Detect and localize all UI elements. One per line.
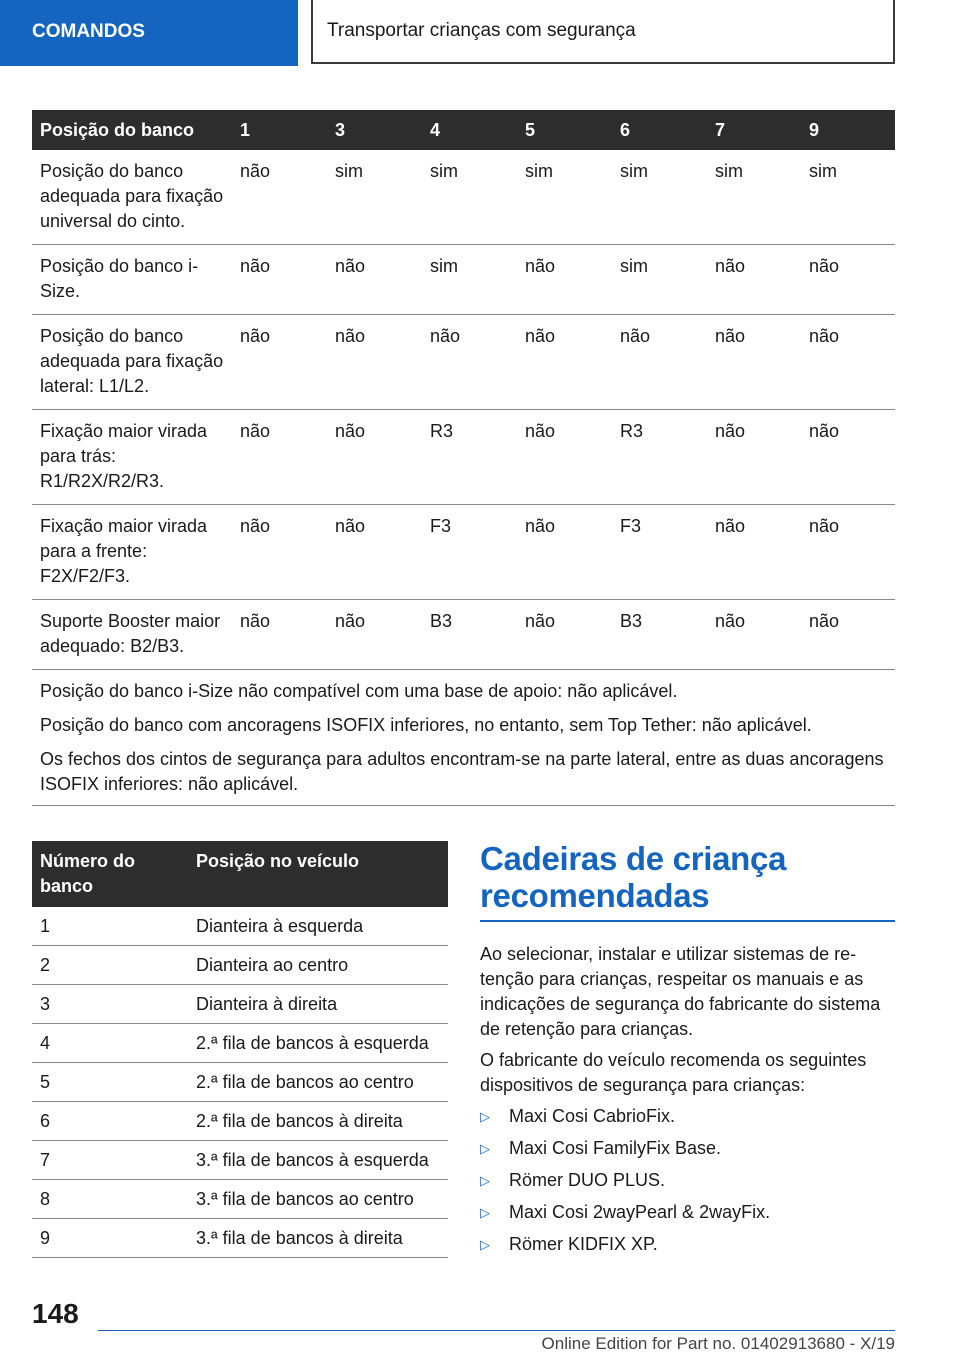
table-cell: não: [327, 505, 422, 600]
table-row: [32, 245, 895, 315]
table-cell: não: [232, 505, 327, 600]
triangle-right-icon: ▷: [480, 1173, 490, 1188]
table-cell: não: [801, 505, 895, 600]
table-cell: não: [232, 150, 327, 245]
table-cell: B3: [422, 600, 517, 670]
table-cell: não: [327, 245, 422, 315]
list-item: [480, 1136, 895, 1161]
table-cell: F3: [612, 505, 707, 600]
triangle-right-icon: ▷: [480, 1205, 490, 1220]
table-cell: não: [517, 410, 612, 505]
table-cell: não: [232, 410, 327, 505]
table-cell: sim: [801, 150, 895, 245]
table-cell: sim: [422, 245, 517, 315]
seat-number: 3: [32, 985, 188, 1024]
seat-number: 4: [32, 1024, 188, 1063]
table-cell: Posição do banco adequada para fixação lateral: L1/L2.: [32, 315, 232, 410]
table-row: [32, 150, 895, 245]
column-header: Posição no veículo: [188, 841, 448, 907]
section-tab: [0, 0, 298, 64]
triangle-right-icon: ▷: [480, 1141, 490, 1156]
table-row: [32, 985, 448, 1024]
seat-number: 5: [32, 1063, 188, 1102]
seat-number: 1: [32, 907, 188, 946]
list-item-label: Römer DUO PLUS.: [509, 1170, 666, 1190]
list-item-label: Römer KIDFIX XP.: [509, 1234, 658, 1254]
list-item-label: Maxi Cosi FamilyFix Base.: [509, 1138, 722, 1158]
list-item: [480, 1232, 895, 1257]
table-cell: Fixação maior virada para a frente: F2X/F2/F3.: [32, 505, 232, 600]
table-row: [32, 1024, 448, 1063]
table-note-row: [32, 670, 895, 705]
seat-position: Dianteira à direita: [188, 985, 448, 1024]
list-item: [480, 1200, 895, 1225]
table-cell: não: [232, 315, 327, 410]
seat-number: 9: [32, 1219, 188, 1258]
table-note-row: [32, 704, 895, 738]
triangle-right-icon: ▷: [480, 1109, 490, 1124]
table-cell: sim: [612, 245, 707, 315]
table-note: Os fechos dos cintos de segurança para adultos encontram-se na parte lateral, entre as duas ancoragens ISOFIX inferiores: não aplicável.: [32, 738, 895, 806]
table-row: [32, 1219, 448, 1258]
column-header: Número do banco: [32, 841, 188, 907]
seat-position-table: [32, 841, 448, 1258]
seat-position: 2.ª fila de bancos à esquerda: [188, 1024, 448, 1063]
table-header-row: [32, 110, 895, 150]
table-row: [32, 1063, 448, 1102]
list-item-label: Maxi Cosi CabrioFix.: [509, 1106, 676, 1126]
table-cell: sim: [707, 150, 801, 245]
table-cell: não: [327, 410, 422, 505]
table-row: [32, 907, 448, 946]
seat-position: 3.ª fila de bancos ao centro: [188, 1180, 448, 1219]
table-header-row: [32, 841, 448, 907]
table-row: [32, 1102, 448, 1141]
table-cell: sim: [422, 150, 517, 245]
table-cell: não: [517, 600, 612, 670]
column-header: 1: [232, 110, 327, 150]
page-title: Transportar crianças com segurança: [327, 20, 636, 41]
table-row: [32, 315, 895, 410]
seat-compatibility-table: [32, 110, 895, 806]
column-header: 9: [801, 110, 895, 150]
table-cell: não: [517, 315, 612, 410]
table-cell: Fixação maior virada para trás: R1/R2X/R2/R3.: [32, 410, 232, 505]
table-cell: não: [612, 315, 707, 410]
column-header: 6: [612, 110, 707, 150]
table-cell: não: [232, 245, 327, 315]
column-header: Posição do banco: [32, 110, 232, 150]
table-cell: não: [801, 315, 895, 410]
table-cell: sim: [612, 150, 707, 245]
table-cell: Posição do banco i-Size.: [32, 245, 232, 315]
column-header: 5: [517, 110, 612, 150]
table-cell: não: [232, 600, 327, 670]
column-header: 4: [422, 110, 517, 150]
table-cell: Posição do banco adequada para fixação universal do cinto.: [32, 150, 232, 245]
table-cell: F3: [422, 505, 517, 600]
table-cell: não: [707, 505, 801, 600]
table-note: Posição do banco i-Size não compatível com uma base de apoio: não aplicável.: [40, 681, 678, 701]
seat-position: Dianteira ao centro: [188, 946, 448, 985]
table-cell: não: [707, 245, 801, 315]
table-cell: não: [707, 600, 801, 670]
table-cell: R3: [422, 410, 517, 505]
seat-position: 2.ª fila de bancos à direita: [188, 1102, 448, 1141]
page-header: [311, 0, 895, 64]
table-cell: Suporte Booster maior adequado: B2/B3.: [32, 600, 232, 670]
table-row: [32, 1141, 448, 1180]
recommended-seat-list: [480, 1104, 895, 1257]
section-heading: Cadeiras de criança recomendadas: [480, 840, 895, 922]
triangle-right-icon: ▷: [480, 1237, 490, 1252]
table-cell: não: [707, 410, 801, 505]
column-header: 7: [707, 110, 801, 150]
edition-text: Online Edition for Part no. 01402913680 - X/19: [541, 1334, 895, 1353]
table-cell: não: [517, 245, 612, 315]
footer-divider: [98, 1330, 895, 1331]
table-cell: B3: [612, 600, 707, 670]
recommended-seats-section: [480, 840, 895, 1264]
seat-position: Dianteira à esquerda: [188, 907, 448, 946]
table-cell: não: [517, 505, 612, 600]
seat-number: 7: [32, 1141, 188, 1180]
section-label: COMANDOS: [32, 21, 145, 42]
table-cell: não: [801, 410, 895, 505]
table-row: [32, 946, 448, 985]
seat-position: 3.ª fila de bancos à direita: [188, 1219, 448, 1258]
table-row: [32, 1180, 448, 1219]
recommendation-paragraph: O fabricante do veículo recomenda os seguintes dispositivos de segurança para crianças:: [480, 1050, 867, 1095]
table-cell: R3: [612, 410, 707, 505]
column-header: 3: [327, 110, 422, 150]
table-note-row: [32, 738, 895, 806]
seat-number: 8: [32, 1180, 188, 1219]
table-cell: não: [801, 245, 895, 315]
table-cell: não: [422, 315, 517, 410]
list-item-label: Maxi Cosi 2wayPearl & 2wayFix.: [509, 1202, 771, 1222]
seat-number: 6: [32, 1102, 188, 1141]
table-row: [32, 505, 895, 600]
seat-position: 2.ª fila de bancos ao centro: [188, 1063, 448, 1102]
intro-paragraph: Ao selecionar, instalar e utilizar sistemas de retenção para crianças, respeitar os manuais e as indicações de segurança do fabricante do sistema de retenção para crianças.: [480, 944, 881, 1039]
table-cell: sim: [517, 150, 612, 245]
table-row: [32, 410, 895, 505]
table-row: [32, 600, 895, 670]
table-note: Posição do banco com ancoragens ISOFIX inferiores, no entanto, sem Top Tether: não aplicável.: [40, 715, 812, 735]
list-item: [480, 1168, 895, 1193]
page-number: 148: [32, 1298, 79, 1329]
table-cell: sim: [327, 150, 422, 245]
header-divider: [0, 64, 298, 66]
seat-number: 2: [32, 946, 188, 985]
list-item: [480, 1104, 895, 1129]
table-cell: não: [801, 600, 895, 670]
seat-position: 3.ª fila de bancos à esquerda: [188, 1141, 448, 1180]
table-cell: não: [707, 315, 801, 410]
table-cell: não: [327, 315, 422, 410]
table-cell: não: [327, 600, 422, 670]
